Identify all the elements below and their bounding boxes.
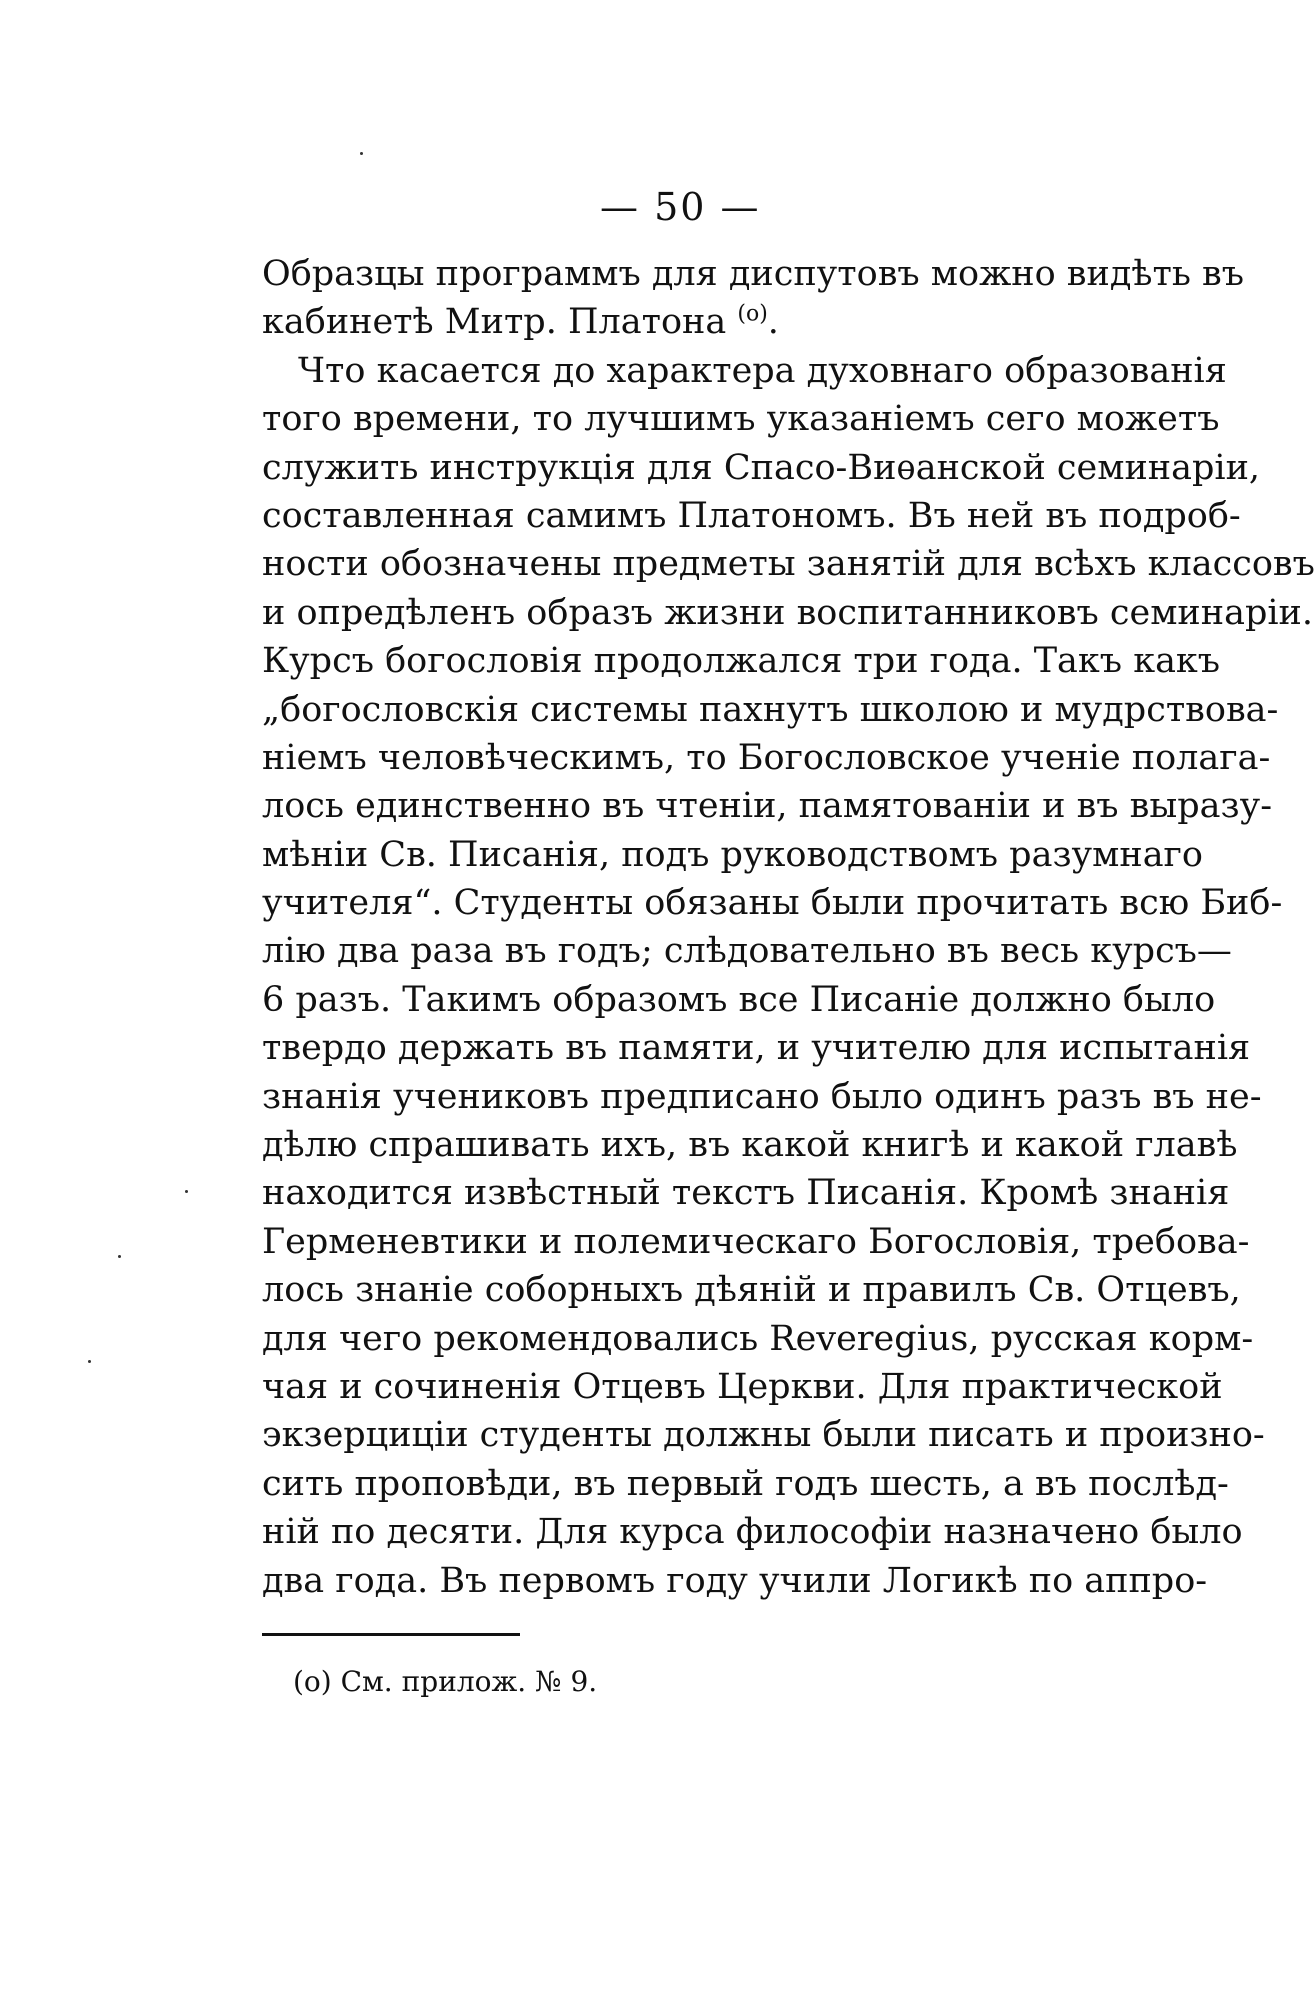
text-line: твердо держать въ памяти, и учителю для испытанія xyxy=(262,1028,1251,1069)
text-line: лось знаніе соборныхъ дѣяній и правилъ Св. Отцевъ, xyxy=(262,1270,1241,1311)
page-number: — 50 — xyxy=(600,185,761,229)
text-line: ности обозначены предметы занятій для всѣхъ классовъ xyxy=(262,544,1315,585)
text-line: и опредѣленъ образъ жизни воспитанниковъ семинаріи. xyxy=(262,592,1313,633)
text-line: чая и сочиненія Отцевъ Церкви. Для практической xyxy=(262,1366,1223,1407)
text-line: Курсъ богословія продолжался три года. Такъ какъ xyxy=(262,641,1221,682)
text-line: того времени, то лучшимъ указаніемъ сего можетъ xyxy=(262,399,1220,440)
text-line: Что касается до характера духовнаго образованія xyxy=(298,350,1227,391)
text-line: дѣлю спрашивать ихъ, въ какой книгѣ и какой главѣ xyxy=(262,1125,1238,1166)
footnote-divider xyxy=(262,1633,520,1636)
print-speck xyxy=(118,1255,121,1258)
text-line xyxy=(262,298,1124,346)
text-line: служить инструкція для Спасо-Виѳанской семинаріи, xyxy=(262,447,1261,488)
print-speck xyxy=(185,1190,188,1193)
line-end-period: . xyxy=(767,302,779,343)
text-line: сить проповѣди, въ первый годъ шесть, а въ послѣд- xyxy=(262,1463,1229,1504)
text-line: ній по десяти. Для курса философіи назначено было xyxy=(262,1512,1243,1553)
text-line: „богословскія системы пахнутъ школою и мудрствова- xyxy=(262,689,1279,730)
text-line: находится извѣстный текстъ Писанія. Кромѣ знанія xyxy=(262,1173,1230,1214)
text-line: ніемъ человѣческимъ, то Богословское ученіе полага- xyxy=(262,737,1271,778)
print-speck xyxy=(88,1360,91,1363)
text-line: для чего рекомендовались Reveregius, русская корм- xyxy=(262,1318,1254,1359)
text-line: экзерциціи студенты должны были писать и произно- xyxy=(262,1415,1265,1456)
text-line: составленная самимъ Платономъ. Въ ней въ подроб- xyxy=(262,495,1241,536)
text-line: Образцы программъ для диспутовъ можно видѣть въ xyxy=(262,254,1245,294)
text-line: лось единственно въ чтеніи, памятованіи и въ выразу- xyxy=(262,786,1273,827)
print-speck xyxy=(360,152,363,155)
text-line: 6 разъ. Такимъ образомъ все Писаніе должно было xyxy=(262,979,1216,1020)
text-line-segment: кабинетѣ Митр. Платона xyxy=(262,302,727,343)
text-line: мѣніи Св. Писанія, подъ руководствомъ разумнаго xyxy=(262,834,1203,875)
text-line: два года. Въ первомъ году учили Логикѣ по аппро- xyxy=(262,1560,1208,1601)
footnote: (о) См. прилож. № 9. xyxy=(293,1665,598,1698)
footnote-marker: (о) xyxy=(737,301,768,327)
text-line: лію два раза въ годъ; слѣдовательно въ весь курсъ— xyxy=(262,931,1232,972)
text-line: учителя“. Студенты обязаны были прочитать всю Биб- xyxy=(262,883,1283,924)
text-line: знанія учениковъ предписано было одинъ разъ въ не- xyxy=(262,1076,1262,1117)
text-line: Герменевтики и полемическаго Богословія, требова- xyxy=(262,1221,1250,1262)
main-text xyxy=(262,250,1315,1605)
